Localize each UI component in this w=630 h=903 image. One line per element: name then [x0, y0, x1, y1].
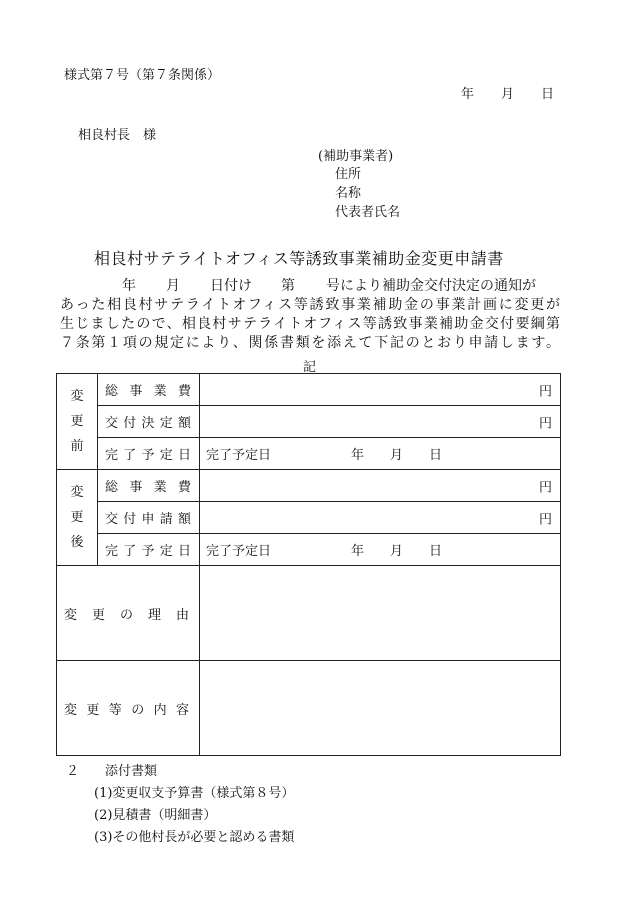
change-table: [56, 373, 561, 756]
address-label: 住所: [335, 167, 362, 182]
table-row: [57, 534, 561, 566]
body-line-3: 生じましたので、相良村サテライトオフィス等誘致事業補助金交付要綱第: [60, 316, 560, 332]
grant-decision-label: 交付決定額: [98, 406, 200, 438]
addressee: 相良村長 様: [78, 128, 157, 143]
change-content-label: 変更等の内容: [57, 661, 200, 756]
table-row: [57, 470, 561, 502]
representative-label: 代表者氏名: [335, 205, 401, 220]
date-month: 月: [501, 87, 515, 102]
attachment-item-2: (2)見積書（明細書）: [94, 808, 217, 823]
date-day: 日: [541, 87, 555, 102]
after-completion-label: 完了予定日: [98, 534, 200, 566]
table-row: [57, 502, 561, 534]
table-row: [57, 566, 561, 661]
change-reason-field[interactable]: [200, 566, 561, 661]
before-completion-field[interactable]: 完了予定日 年 月 日: [200, 438, 561, 470]
attachments-section: [66, 761, 294, 849]
change-reason-label: 変更の理由: [57, 566, 200, 661]
table-row: [57, 661, 561, 756]
before-completion-label: 完了予定日: [98, 438, 200, 470]
after-group-label: 変 更 後: [57, 470, 98, 566]
change-content-field[interactable]: [200, 661, 561, 756]
grant-decision-field[interactable]: 円: [200, 406, 561, 438]
after-total-cost-field[interactable]: 円: [200, 470, 561, 502]
table-row: [57, 406, 561, 438]
before-total-cost-field[interactable]: 円: [200, 374, 561, 406]
table-row: [57, 438, 561, 470]
form-number: 様式第７号（第７条関係）: [64, 68, 221, 83]
body-line-1: 年 月 日付け 第 号により補助金交付決定の通知が: [122, 278, 536, 294]
after-completion-field[interactable]: 完了予定日 年 月 日: [200, 534, 561, 566]
body-line-2: あった相良村サテライトオフィス等誘致事業補助金の事業計画に変更が: [60, 297, 560, 313]
before-group-label: 変 更 前: [57, 374, 98, 470]
body-paragraph: [60, 277, 560, 353]
after-total-cost-label: 総事業費: [98, 470, 200, 502]
date-line: [461, 83, 554, 102]
before-total-cost-label: 総事業費: [98, 374, 200, 406]
table-row: [57, 374, 561, 406]
body-line-4: ７条第１項の規定により、関係書類を添えて下記のとおり申請します。: [60, 335, 560, 351]
grant-application-field[interactable]: 円: [200, 502, 561, 534]
ki-label: 記: [303, 360, 317, 375]
attachment-item-3: (3)その他村長が必要と認める書類: [94, 830, 295, 845]
applicant-header: (補助事業者): [318, 149, 394, 164]
attachment-item-1: (1)変更収支予算書（様式第８号）: [94, 786, 295, 801]
grant-application-label: 交付申請額: [98, 502, 200, 534]
attachments-heading: ２ 添付書類: [66, 764, 158, 779]
document-title: 相良村サテライトオフィス等誘致事業補助金変更申請書: [94, 249, 504, 268]
date-year: 年: [461, 87, 475, 102]
name-label: 名称: [335, 186, 362, 201]
